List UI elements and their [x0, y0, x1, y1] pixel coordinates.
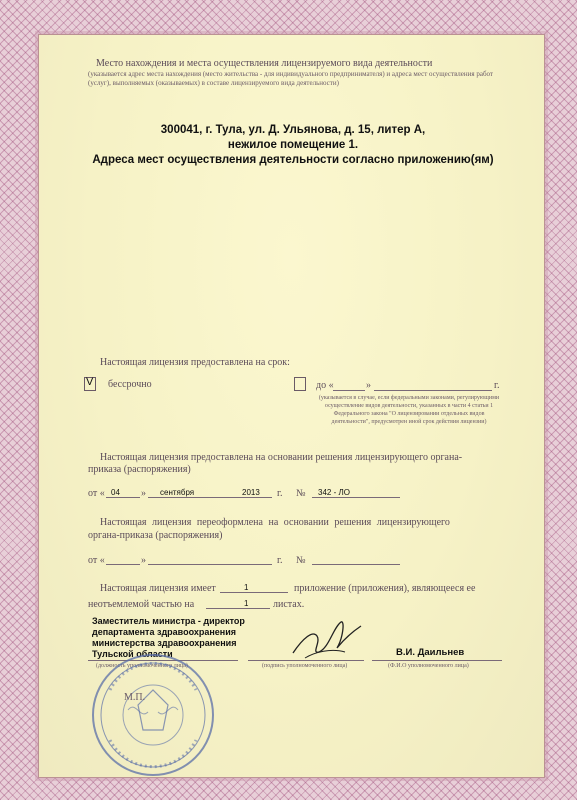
signer-position-line-3: министерства здравоохранения	[92, 638, 237, 648]
caption-position: (должность уполномоченного лица)	[96, 663, 188, 669]
signer-position-line-4: Тульской области	[92, 649, 173, 659]
reissue-year-suffix: г.	[277, 555, 283, 566]
basis-day: 04	[111, 488, 120, 497]
signer-name: В.И. Даильнев	[396, 647, 465, 658]
reissue-quote: »	[141, 555, 146, 566]
term-label: Настоящая лицензия предоставлена на срок:	[100, 357, 290, 368]
appendix-text-2: приложение (приложения), являющееся ее	[294, 583, 476, 594]
appendix-count: 1	[244, 583, 249, 592]
basis-number-line	[312, 497, 400, 498]
appendix-text-3: неотъемлемой частью на	[88, 599, 195, 610]
basis-day-line	[106, 497, 140, 498]
term-note: (указывается в случае, если федеральными законами, регулирующими осуществление видов деятельности, указанных в части 4 статьи 1 Федерального закона "О лицензировании отдельных видов деятельности", предусмотрен иной срок действия лицензии)	[318, 395, 500, 425]
until-day-line	[333, 390, 365, 391]
until-checkbox	[294, 377, 306, 391]
reissue-number-line	[312, 564, 400, 565]
basis-year: 2013	[242, 488, 260, 497]
basis-number: 342 - ЛО	[318, 488, 350, 497]
appendix-sheets-line	[206, 608, 270, 609]
reissue-date-line	[148, 564, 272, 565]
basis-from: от «	[88, 488, 105, 499]
reissue-from: от «	[88, 555, 105, 566]
stamp-label: М.П.	[124, 692, 146, 703]
address-line-2: нежилое помещение 1.	[227, 139, 359, 151]
basis-num-prefix: №	[296, 488, 306, 499]
basis-label-1: Настоящая лицензия предоставлена на основании решения лицензирующего органа-	[100, 452, 463, 463]
basis-month-line	[148, 497, 272, 498]
basis-year-suffix: г.	[277, 488, 283, 499]
header-title-text: Место нахождения и места осуществления лицензируемого вида деятельности	[96, 58, 433, 69]
header-note: (указывается адрес места нахождения (место жительства - для индивидуального предпринимателя) и адреса мест осуществления работ (услуг), выполняемых (оказываемых) в составе лицензируемого вида деятельности)	[88, 70, 493, 87]
basis-quote: »	[141, 488, 146, 499]
reissue-label-2: органа-приказа (распоряжения)	[88, 530, 223, 541]
handwritten-signature	[285, 608, 365, 668]
signer-position-line-1: Заместитель министра - директор	[92, 616, 245, 626]
header-title	[96, 58, 521, 70]
until-prefix: до «	[316, 380, 334, 391]
indefinite-label: бессрочно	[108, 379, 152, 390]
appendix-text-1: Настоящая лицензия имеет	[100, 583, 216, 594]
until-date-line	[374, 390, 492, 391]
reissue-label-1: Настоящая лицензия переоформлена на основании решения лицензирующего	[100, 517, 450, 528]
reissue-num-prefix: №	[296, 555, 306, 566]
basis-label-2: приказа (распоряжения)	[88, 464, 191, 475]
signer-position-line-2: департамента здравоохранения	[92, 627, 237, 637]
until-year-suffix: г.	[494, 380, 500, 391]
address-line-1: 300041, г. Тула, ул. Д. Ульянова, д. 15, литер А,	[160, 124, 426, 136]
address-line-3: Адреса мест осуществления деятельности согласно приложению(ям)	[92, 154, 494, 166]
appendix-text-4: листах.	[273, 599, 305, 610]
reissue-day-line	[106, 564, 140, 565]
caption-signature: (подпись уполномоченного лица)	[262, 663, 348, 669]
official-seal	[88, 650, 218, 780]
basis-month: сентября	[160, 488, 195, 497]
caption-name: (Ф.И.О уполномоченного лица)	[388, 663, 469, 669]
name-line	[372, 660, 502, 661]
indefinite-checkbox	[84, 377, 96, 391]
appendix-count-line	[220, 592, 288, 593]
check-mark: V	[86, 376, 94, 388]
appendix-sheets: 1	[244, 599, 249, 608]
until-quote: »	[366, 380, 371, 391]
